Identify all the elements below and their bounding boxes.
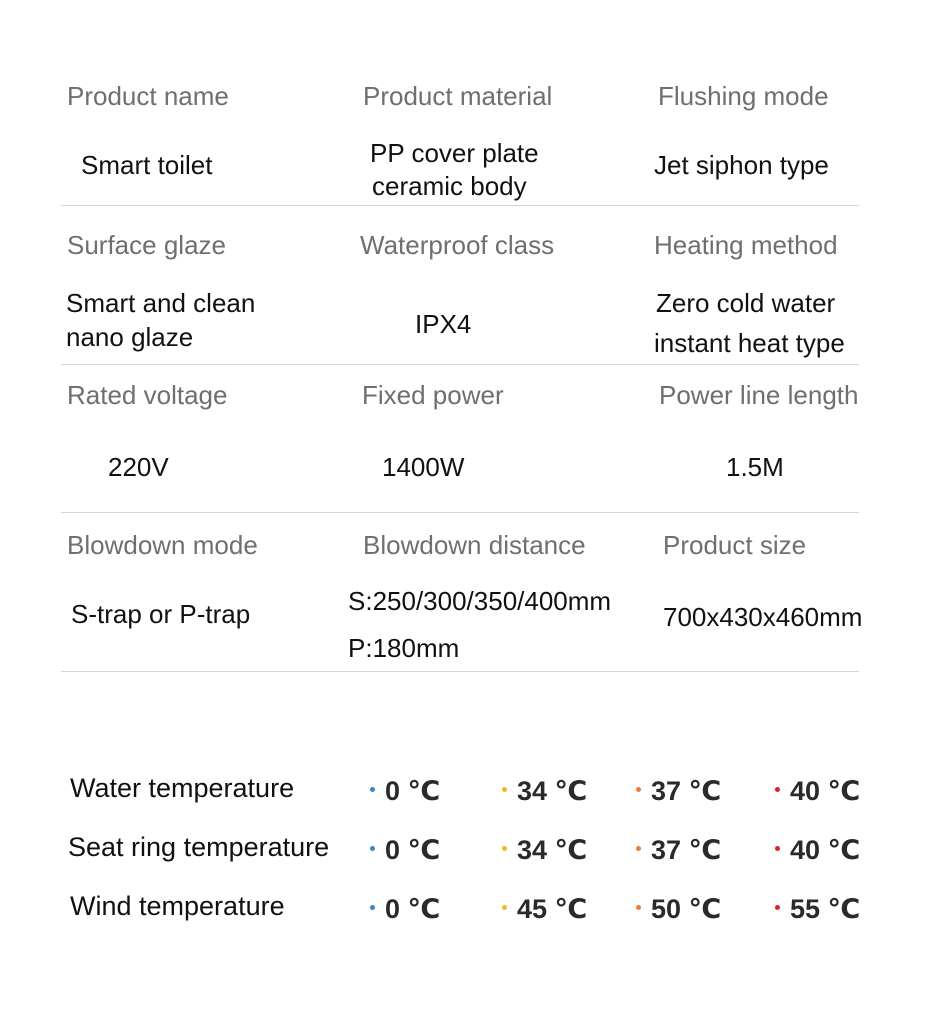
fixed-power-value: 1400W [382,452,465,482]
temp-value: 37 ℃ [636,776,721,807]
red-dot-icon [775,787,780,792]
temp-value: 40 ℃ [775,835,860,866]
surface-glaze-value-line2: nano glaze [66,322,194,352]
product-material-value-line2: ceramic body [372,171,527,201]
row-divider [61,512,859,513]
rated-voltage-label: Rated voltage [67,380,228,410]
rated-voltage-value: 220V [108,452,169,482]
product-name-label: Product name [67,81,229,111]
product-size-label: Product size [663,530,807,560]
product-material-value-line1: PP cover plate [370,138,539,168]
temp-value: 37 ℃ [636,835,721,866]
row-divider [61,364,859,365]
temp-value: 0 ℃ [370,894,440,925]
yellow-dot-icon [502,905,507,910]
blue-dot-icon [370,846,375,851]
blowdown-mode-label: Blowdown mode [67,530,258,560]
flushing-mode-value: Jet siphon type [654,150,829,180]
temp-value: 34 ℃ [502,776,587,807]
waterproof-class-value: IPX4 [415,309,472,339]
surface-glaze-value-line1: Smart and clean [66,288,256,318]
row-divider [61,671,859,672]
power-line-length-value: 1.5M [726,452,784,482]
blowdown-mode-value: S-trap or P-trap [71,599,251,629]
heating-method-value-line1: Zero cold water [656,288,836,318]
red-dot-icon [775,905,780,910]
surface-glaze-label: Surface glaze [67,230,226,260]
temp-value: 34 ℃ [502,835,587,866]
blowdown-distance-value-line2: P:180mm [348,633,460,663]
row-divider [61,205,859,206]
blowdown-distance-label: Blowdown distance [363,530,586,560]
seat-ring-temperature-label: Seat ring temperature [68,832,330,862]
product-material-label: Product material [363,81,553,111]
orange-dot-icon [636,846,641,851]
blowdown-distance-value-line1: S:250/300/350/400mm [348,586,612,616]
blue-dot-icon [370,905,375,910]
heating-method-label: Heating method [654,230,838,260]
wind-temperature-label: Wind temperature [70,891,285,921]
waterproof-class-label: Waterproof class [360,230,555,260]
flushing-mode-label: Flushing mode [658,81,829,111]
fixed-power-label: Fixed power [362,380,504,410]
yellow-dot-icon [502,787,507,792]
product-size-value: 700x430x460mm [663,602,863,632]
temp-value: 50 ℃ [636,894,721,925]
temp-value: 45 ℃ [502,894,587,925]
temp-value: 55 ℃ [775,894,860,925]
heating-method-value-line2: instant heat type [654,328,845,358]
blue-dot-icon [370,787,375,792]
product-name-value: Smart toilet [81,150,213,180]
power-line-length-label: Power line length [659,380,859,410]
red-dot-icon [775,846,780,851]
orange-dot-icon [636,787,641,792]
temp-value: 0 ℃ [370,835,440,866]
water-temperature-label: Water temperature [70,773,295,803]
temp-value: 0 ℃ [370,776,440,807]
orange-dot-icon [636,905,641,910]
temp-value: 40 ℃ [775,776,860,807]
yellow-dot-icon [502,846,507,851]
